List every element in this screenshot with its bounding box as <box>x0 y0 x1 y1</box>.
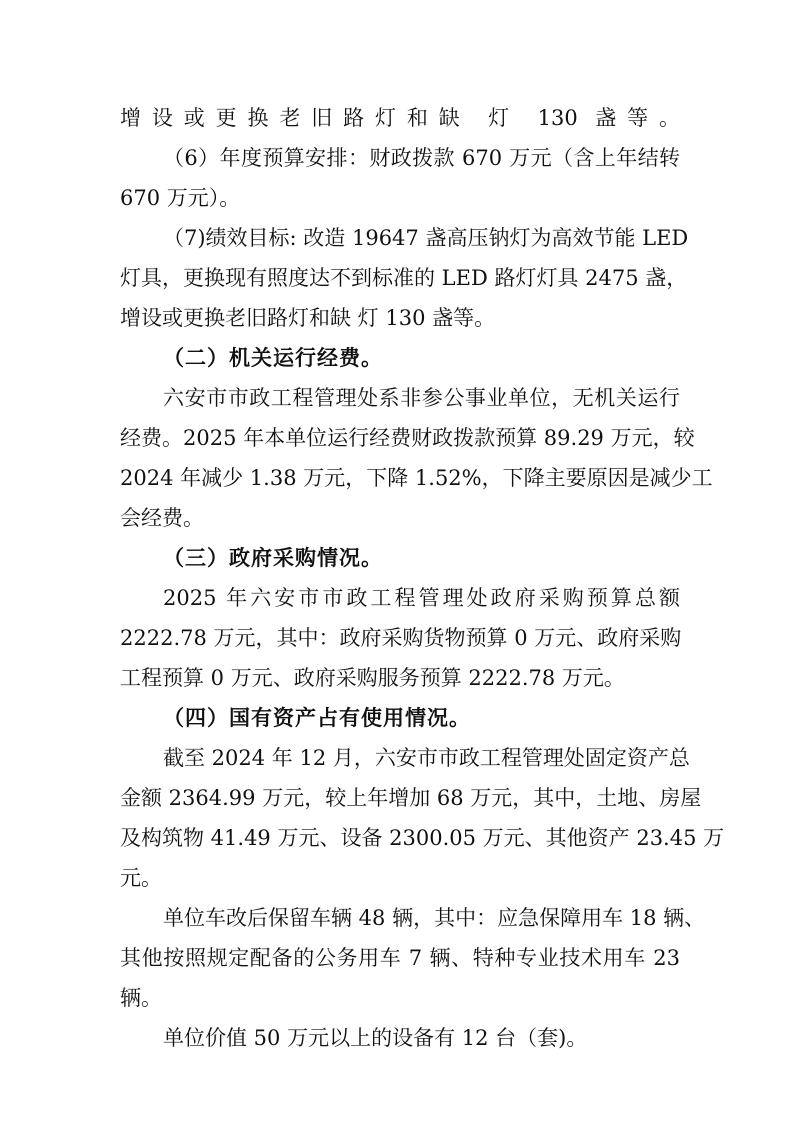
paragraph-line: 金额 2364.99 万元，较上年增加 68 万元，其中，土地、房屋 <box>120 786 702 810</box>
paragraph-line: 辆。 <box>120 986 162 1010</box>
paragraph-line: 元。 <box>120 866 162 890</box>
section-heading: （三）政府采购情况。 <box>163 546 383 570</box>
paragraph-line: 工程预算 0 万元、政府采购服务预算 2222.78 万元。 <box>120 666 625 690</box>
paragraph-line: 670 万元）。 <box>120 186 241 210</box>
section-heading: （二）机关运行经费。 <box>163 346 383 370</box>
paragraph-line: 增设或更换老旧路灯和缺 灯 130 盏等。 <box>120 306 496 330</box>
paragraph-line: 会经费。 <box>120 506 204 530</box>
paragraph-line: 及构筑物 41.49 万元、设备 2300.05 万元、其他资产 23.45 万 <box>120 826 725 850</box>
paragraph-line: 六安市市政工程管理处系非参公事业单位，无机关运行 <box>163 386 680 410</box>
paragraph-line: 截至 2024 年 12 月，六安市市政工程管理处固定资产总 <box>163 746 690 770</box>
paragraph-line: 2024 年减少 1.38 万元，下降 1.52%，下降主要原因是减少工 <box>120 466 713 490</box>
paragraph-line: 经费。2025 年本单位运行经费财政拨款预算 89.29 万元，较 <box>120 426 695 450</box>
paragraph-line: 2025 年六安市市政工程管理处政府采购预算总额 <box>163 586 680 610</box>
paragraph-line: 增设或更换老旧路灯和缺 灯 130 盏等。 <box>120 106 680 130</box>
paragraph-line: 单位车改后保留车辆 48 辆，其中：应急保障用车 18 辆、 <box>163 906 706 930</box>
paragraph-line: 灯具，更换现有照度达不到标准的 LED 路灯灯具 2475 盏， <box>120 266 688 290</box>
paragraph-line: 单位价值 50 万元以上的设备有 12 台（套)。 <box>163 1026 588 1050</box>
section-heading: （四）国有资产占有使用情况。 <box>163 706 471 730</box>
paragraph-line: 其他按照规定配备的公务用车 7 辆、特种专业技术用车 23 <box>120 946 680 970</box>
paragraph-line: （6）年度预算安排：财政拨款 670 万元（含上年结转 <box>163 146 680 170</box>
paragraph-line: 2222.78 万元，其中：政府采购货物预算 0 万元、政府采购 <box>120 626 682 650</box>
paragraph-line: （7)绩效目标: 改造 19647 盏高压钠灯为高效节能 LED <box>163 226 689 250</box>
